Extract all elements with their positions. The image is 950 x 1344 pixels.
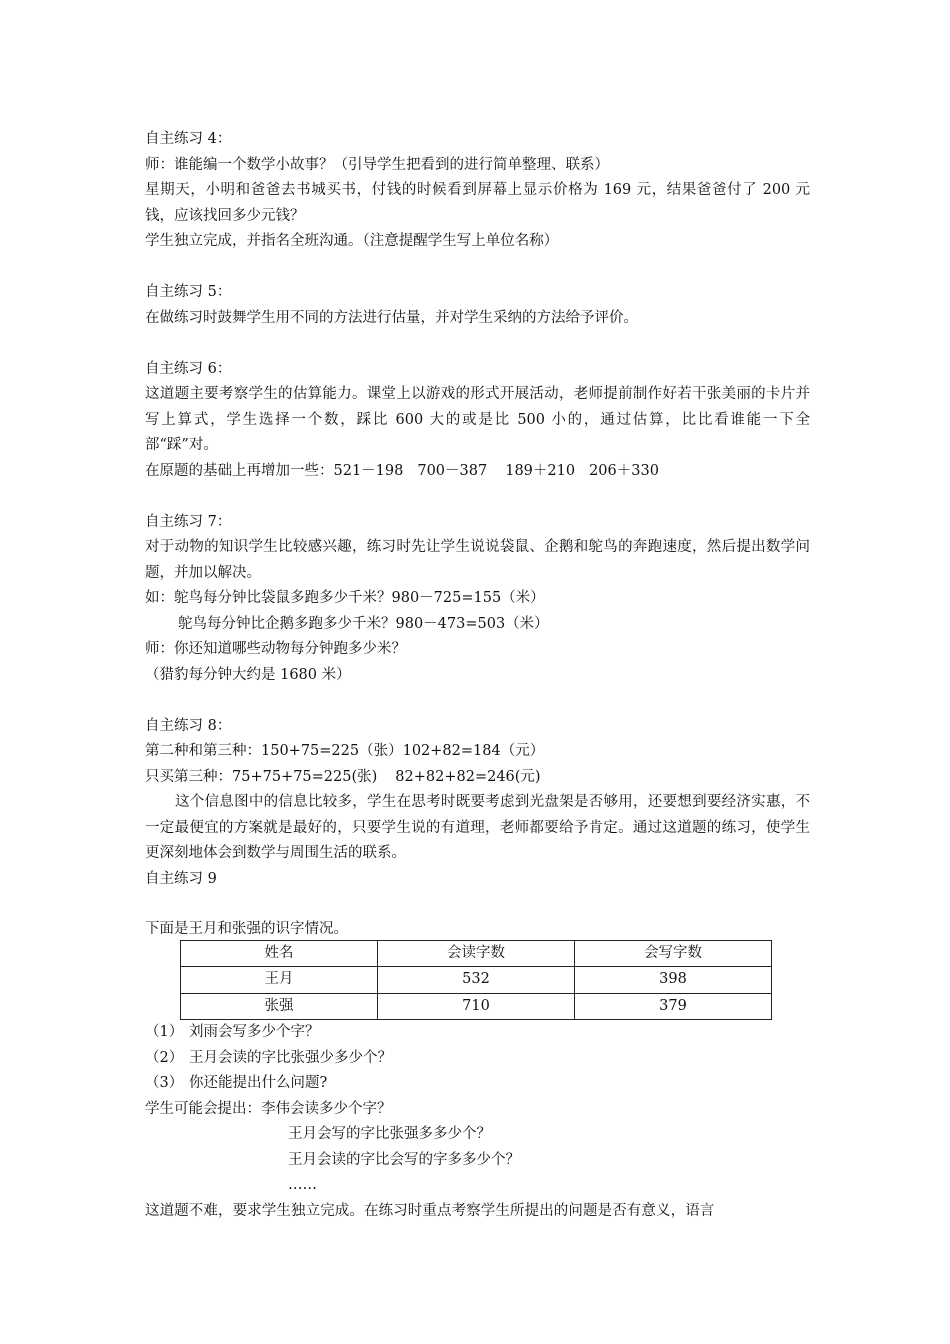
ex6-line2 [145, 459, 810, 485]
spacer [145, 255, 810, 281]
table-cell: 710 [378, 993, 575, 1020]
ex7-line1: 对于动物的知识学生比较感兴趣，练习时先让学生说说袋鼠、企鹅和鸵鸟的奔跑速度，然后提出数学问题，并加以解决。 [145, 539, 810, 581]
ex9-possible-2: 王月会写的字比张强多多少个？ [288, 1126, 491, 1142]
table-cell: 张强 [181, 993, 378, 1020]
ex4-line3: 学生独立完成，并指名全班沟通。（注意提醒学生写上单位名称） [145, 233, 559, 249]
table-cell: 379 [575, 993, 772, 1020]
ex4-line1: 师：谁能编一个数学小故事？（引导学生把看到的进行简单整理、联系） [145, 156, 609, 173]
ex9-ellipsis: …… [288, 1177, 317, 1193]
ex6-title: 自主练习 6： [145, 360, 232, 377]
ex6-expr4: 206＋330 [589, 462, 659, 479]
question-text: 王月会读的字比张强少多少个？ [189, 1049, 392, 1066]
ex6-line2-prefix: 在原题的基础上再增加一些： [145, 462, 334, 479]
ex7-line4: 师：你还知道哪些动物每分钟跑多少米？ [145, 641, 406, 657]
ex5-line1: 在做练习时鼓舞学生用不同的方法进行估量，并对学生采纳的方法给予评价。 [145, 309, 638, 326]
ex9-intro: 下面是王月和张强的识字情况。 [145, 920, 348, 937]
ex8-title: 自主练习 8： [145, 717, 232, 734]
question-number: （1） [145, 1024, 184, 1040]
document-page [145, 127, 810, 1224]
ex8-line3: 这个信息图中的信息比较多，学生在思考时既要考虑到光盘架是否够用，还要想到要经济实惠，不一定最便宜的方案就是最好的，只要学生说的有道理，老师都要给予肯定。通过这道题的练习，使学生更深刻地体会到数学与周围生活的联系。 [145, 794, 810, 861]
ex8-line2 [145, 765, 810, 791]
ex8-line2a: 只买第三种：75+75+75=225(张) [145, 768, 378, 785]
table-cell: 532 [378, 967, 575, 994]
ex9-question-3 [145, 1071, 810, 1097]
spacer [145, 331, 810, 357]
ex7-line3: 鸵鸟每分钟比企鹅多跑多少千米？980－473=503（米） [178, 615, 549, 632]
question-text: 你还能提出什么问题? [189, 1075, 328, 1091]
table-header-row [181, 940, 772, 967]
spacer [145, 484, 810, 510]
ex9-possible-3: 王月会读的字比会写的字多多少个？ [288, 1151, 520, 1168]
ex6-expr2: 700－387 [417, 462, 488, 479]
table-row [181, 993, 772, 1020]
ex9-possible: 学生可能会提出：李伟会读多少个字？ [145, 1100, 392, 1117]
ex6-line1: 这道题主要考察学生的估算能力。课堂上以游戏的形式开展活动，老师提前制作好若干张美丽的卡片并写上算式，学生选择一个数，踩比 600 大的或是比 500 小的，通过估算，比比看谁能一下全部“踩”对。 [145, 386, 810, 453]
table-header-cell: 会读字数 [378, 940, 575, 967]
ex6-expr3: 189＋210 [505, 462, 576, 479]
literacy-table [180, 940, 772, 1021]
ex4-title: 自主练习 4： [145, 131, 232, 147]
ex8-line1: 第二种和第三种：150+75=225（张）102+82=184（元） [145, 743, 545, 759]
ex9-question-1 [145, 1020, 810, 1046]
ex9-question-2 [145, 1046, 810, 1072]
ex7-line2: 如：鸵鸟每分钟比袋鼠多跑多少千米？980－725=155（米） [145, 590, 545, 606]
table-header-cell: 会写字数 [575, 940, 772, 967]
ex9-last: 这道题不难，要求学生独立完成。在练习时重点考察学生所提出的问题是否有意义，语言 [145, 1202, 715, 1219]
ex7-line5: （猎豹每分钟大约是 1680 米） [145, 666, 351, 683]
ex8-line2b: 82+82+82=246(元) [395, 768, 541, 785]
ex5-title: 自主练习 5： [145, 284, 232, 300]
ex6-expr1: 521－198 [333, 462, 404, 479]
table-cell: 398 [575, 967, 772, 994]
ex9-title: 自主练习 9 [145, 870, 217, 887]
ex4-line2: 星期天，小明和爸爸去书城买书，付钱的时候看到屏幕上显示价格为 169 元，结果爸爸付了 200 元钱，应该找回多少元钱？ [145, 182, 810, 224]
spacer [145, 688, 810, 714]
question-number: （2） [145, 1049, 184, 1066]
table-header-cell: 姓名 [181, 940, 378, 967]
ex7-title: 自主练习 7： [145, 513, 232, 530]
table-row [181, 967, 772, 994]
table-cell: 王月 [181, 967, 378, 994]
question-number: （3） [145, 1075, 184, 1091]
question-text: 刘雨会写多少个字？ [189, 1024, 320, 1040]
spacer [145, 892, 810, 918]
